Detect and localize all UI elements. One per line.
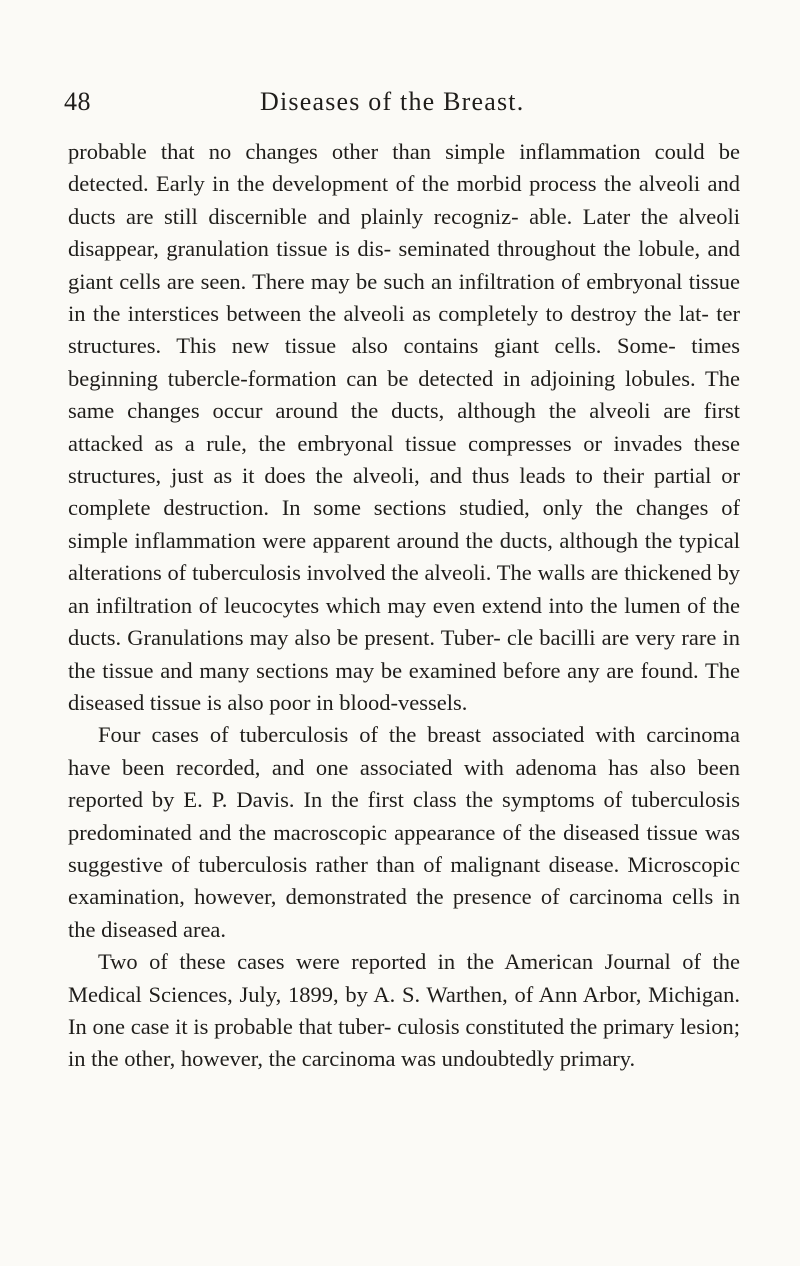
book-page (64, 0, 740, 1266)
chapter-title: Diseases of the Breast. (260, 87, 525, 116)
page-number: 48 (64, 87, 91, 116)
paragraph-continued: probable that no changes other than simple inflammation could be detected. Early in the development of the morbid process the alveoli and ducts are still discernible and plainly recogniz- able. Later the alveoli disappear, granulation tissue is dis- seminated throughout the lobule, and giant cells are seen. There may be such an infiltration of embryonal tissue in the interstices between the alveoli as completely to destroy the lat- ter structures. This new tissue also contains giant cells. Some- times beginning tubercle-formation can be detected in adjoining lobules. The same changes occur around the ducts, although the alveoli are first attacked as a rule, the embryonal tissue compresses or invades these structures, just as it does the alveoli, and thus leads to their partial or complete destruction. In some sections studied, only the changes of simple inflammation were apparent around the ducts, although the typical alterations of tuberculosis involved the alveoli. The walls are thickened by an infiltration of leucocytes which may even extend into the lumen of the ducts. Granulations may also be present. Tuber- cle bacilli are very rare in the tissue and many sections may be examined before any are found. The diseased tissue is also poor in blood-vessels. (68, 139, 740, 715)
body-text (68, 136, 740, 1076)
paragraph-warthen-report: Two of these cases were reported in the American Journal of the Medical Sciences, July, 1899, by A. S. Warthen, of Ann Arbor, Michigan. In one case it is probable that tuber- culosis constituted the primary lesion; in the other, however, the carcinoma was undoubtedly primary. (68, 949, 740, 1072)
paragraph-carcinoma-cases: Four cases of tuberculosis of the breast associated with carcinoma have been recorded, and one associated with adenoma has also been reported by E. P. Davis. In the first class the symptoms of tuberculosis predominated and the macroscopic appearance of the diseased tissue was suggestive of tuberculosis rather than of malignant disease. Microscopic examination, however, demonstrated the presence of carcinoma cells in the diseased area. (68, 722, 740, 942)
running-head (64, 82, 740, 122)
